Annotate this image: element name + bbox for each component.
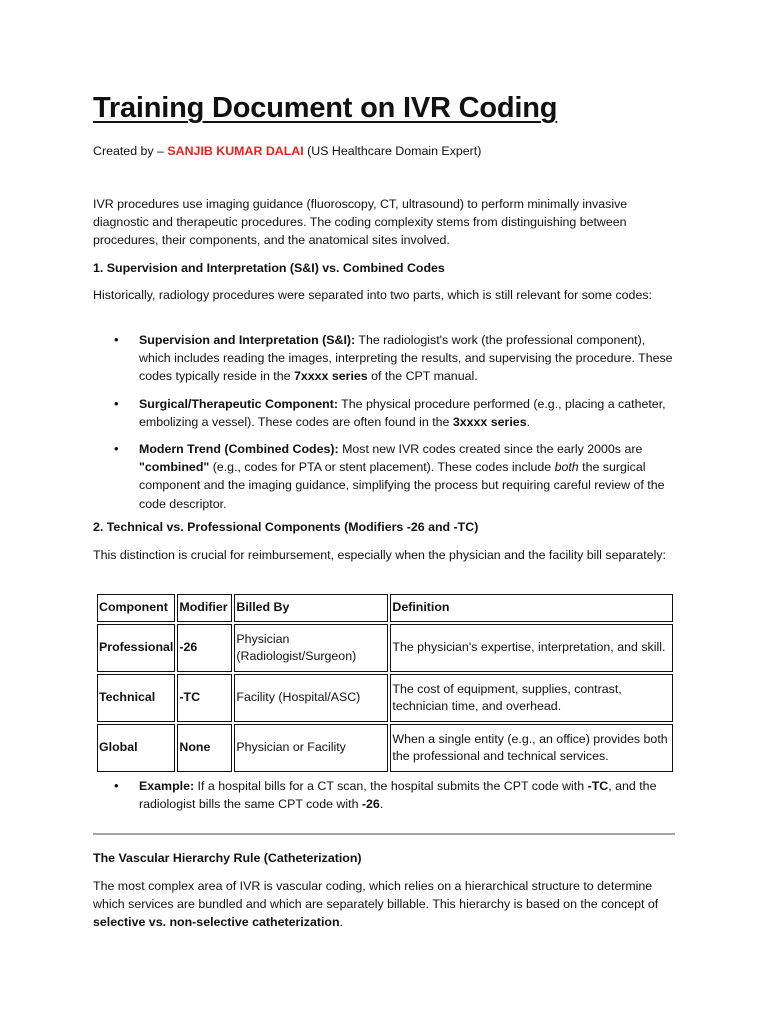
horizontal-divider: [93, 833, 675, 835]
table-row: [97, 624, 673, 672]
table-header: Modifier: [177, 594, 232, 622]
table-row: [97, 724, 673, 772]
table-cell: -TC: [177, 674, 232, 722]
document-title: Training Document on IVR Coding: [93, 92, 558, 124]
section2-heading: 2. Technical vs. Professional Components (Modifiers -26 and -TC): [93, 520, 479, 534]
table-cell: When a single entity (e.g., an office) provides both the professional and technical services.: [390, 724, 673, 772]
table-header: Billed By: [234, 594, 388, 622]
section1-bullet-list: [93, 331, 675, 513]
table-cell: The physician's expertise, interpretation, and skill.: [390, 624, 673, 672]
section1-heading: 1. Supervision and Interpretation (S&I) vs. Combined Codes: [93, 261, 445, 275]
table-cell: Physician or Facility: [234, 724, 388, 772]
section2-lead: This distinction is crucial for reimbursement, especially when the physician and the facility bill separately:: [93, 548, 666, 562]
table-cell: Professional: [97, 624, 175, 672]
byline-prefix: Created by –: [93, 144, 168, 158]
byline-suffix: (US Healthcare Domain Expert): [303, 144, 482, 158]
list-item: • Modern Trend (Combined Codes): Most new IVR codes created since the early 2000s are "combined" (e.g., codes for PTA or stent placement). These codes include both the surgical component and the imaging guidance, simplifying the process but requiring careful review of the code descriptor.: [93, 440, 675, 513]
list-item: • Example: If a hospital bills for a CT scan, the hospital submits the CPT code with -TC, and the radiologist bills the same CPT code with -26.: [93, 777, 675, 813]
author-name: SANJIB KUMAR DALAI: [167, 144, 304, 158]
byline: [93, 142, 675, 160]
table-cell: None: [177, 724, 232, 772]
table-header: Component: [97, 594, 175, 622]
list-item: • Supervision and Interpretation (S&I): The radiologist's work (the professional component), which includes reading the images, interpreting the results, and supervising the procedure. These codes typically reside in the 7xxxx series of the CPT manual.: [93, 331, 675, 386]
table-cell: Facility (Hospital/ASC): [234, 674, 388, 722]
intro-paragraph: IVR procedures use imaging guidance (fluoroscopy, CT, ultrasound) to perform minimally invasive diagnostic and therapeutic procedures. The coding complexity stems from distinguishing between procedures, their components, and the anatomical sites involved.: [93, 197, 628, 248]
table-row: [97, 674, 673, 722]
table-header-row: [97, 594, 673, 622]
table-cell: Physician (Radiologist/Surgeon): [234, 624, 388, 672]
table-cell: Global: [97, 724, 175, 772]
table-header: Definition: [390, 594, 673, 622]
list-item: • Surgical/Therapeutic Component: The physical procedure performed (e.g., placing a catheter, embolizing a vessel). These codes are often found in the 3xxxx series.: [93, 395, 675, 431]
table-cell: Technical: [97, 674, 175, 722]
table-cell: -26: [177, 624, 232, 672]
example-bullet-list: [93, 777, 675, 813]
section1-lead: Historically, radiology procedures were separated into two parts, which is still relevant for some codes:: [93, 288, 652, 302]
section3-paragraph: The most complex area of IVR is vascular coding, which relies on a hierarchical structure to determine which services are bundled and which are separately billable. This hierarchy is based on the concept of selective vs. non-selective catheterization.: [93, 879, 659, 930]
components-table: [95, 592, 675, 774]
table-cell: The cost of equipment, supplies, contrast, technician time, and overhead.: [390, 674, 673, 722]
section3-heading: The Vascular Hierarchy Rule (Catheterization): [93, 851, 362, 865]
